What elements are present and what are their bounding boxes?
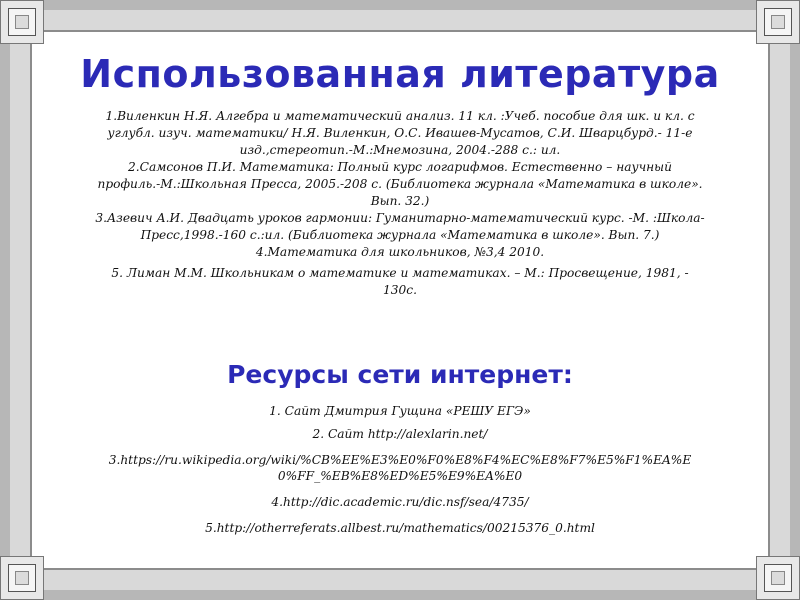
resources-heading: Ресурсы сети интернет: bbox=[227, 360, 573, 389]
reference-item: 2.Самсонов П.И. Математика: Полный курс логарифмов. Естественно – научный профиль.-М.:Школьная Пресса, 2005.-208 с. (Библиотека журнала «Математика в школе». Вып. 32.) bbox=[97, 160, 703, 208]
reference-item: 1.Виленкин Н.Я. Алгебра и математический анализ. 11 кл. :Учеб. пособие для шк. и кл. с углубл. изуч. математики/ Н.Я. Виленкин, О.С. Ивашев-Мусатов, С.И. Шварцбурд.- 11-е изд.,стереотип.-М.:Мнемозина, 2004.-288 с.: ил. bbox=[105, 109, 695, 157]
corner-ornament-bottom-right bbox=[756, 556, 800, 600]
resource-link[interactable]: 5.http://otherreferats.allbest.ru/mathematics/00215376_0.html bbox=[205, 521, 595, 535]
reference-item: 3.Азевич А.И. Двадцать уроков гармонии: Гуманитарно-математический курс. -М. :Школа-Пресс,1998.-160 с.:ил. (Библиотека журнала «Математика в школе». Вып. 7.) bbox=[95, 211, 705, 242]
corner-ornament-top-right bbox=[756, 0, 800, 44]
resource-link[interactable]: 2. Сайт http://alexlarin.net/ bbox=[312, 427, 488, 441]
resource-link[interactable]: 3.https://ru.wikipedia.org/wiki/%CB%EE%E3%E0%F0%E8%F4%EC%E8%F7%E5%F1%EA%E0%FF_%EB%E8%ED%E5%E9%EA%E0 bbox=[108, 453, 692, 483]
reference-item: 5. Лиман М.М. Школьникам о математике и математиках. – М.: Просвещение, 1981, - 130с. bbox=[111, 266, 689, 297]
page-title: Использованная литература bbox=[80, 52, 720, 96]
resource-link[interactable]: 4.http://dic.academic.ru/dic.nsf/sea/4735/ bbox=[271, 495, 529, 509]
references-list bbox=[95, 108, 705, 299]
resources-list bbox=[100, 403, 700, 543]
reference-item: 4.Математика для школьников, №3,4 2010. bbox=[255, 245, 545, 259]
resource-item: 1. Сайт Дмитрия Гущина «РЕШУ ЕГЭ» bbox=[269, 404, 531, 418]
corner-ornament-top-left bbox=[0, 0, 44, 44]
corner-ornament-bottom-left bbox=[0, 556, 44, 600]
